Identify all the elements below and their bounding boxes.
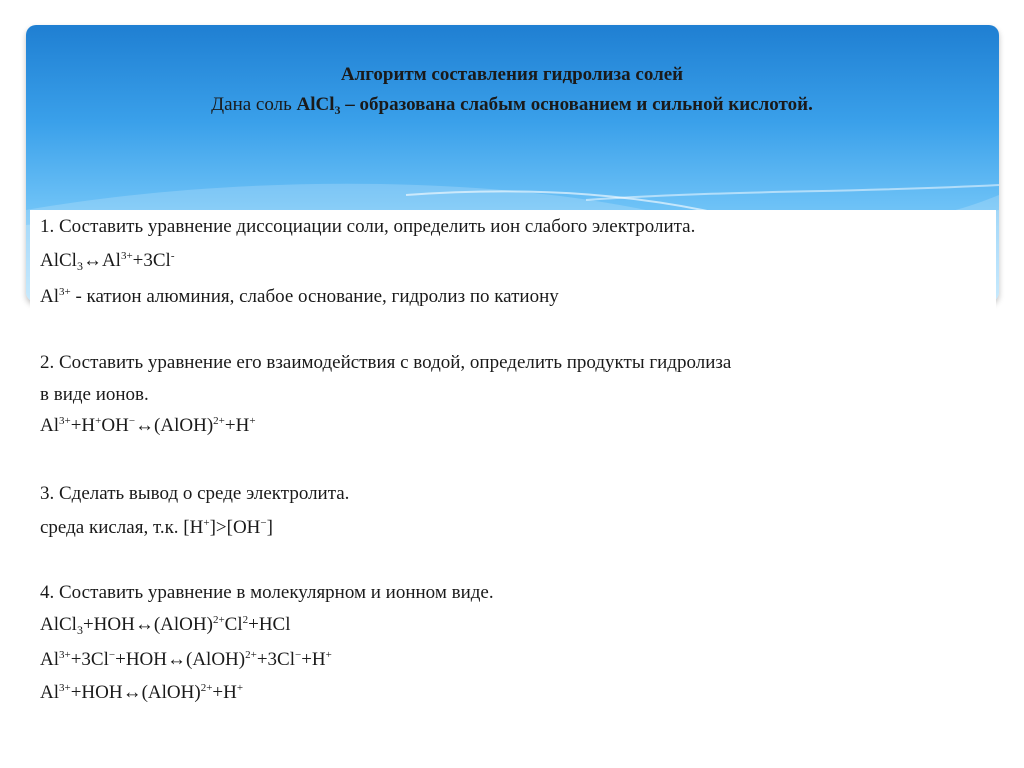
- step2-equation: $Al^{3+}+H^+OH^-\leftrightarrow(AlOH)^{2+}+H^+$: [40, 415, 256, 436]
- step3-text: 3. Сделать вывод о среде электролита.: [40, 483, 350, 504]
- step2-text-1: 2. Составить уравнение его взаимодействия с водой, определить продукты гидролиза: [40, 352, 732, 373]
- step4-text: 4. Составить уравнение в молекулярном и ионном виде.: [40, 582, 494, 603]
- step1-text: 1. Составить уравнение диссоциации соли, определить ион слабого электролита.: [40, 216, 696, 237]
- slide-title: Алгоритм составления гидролиза солей: [340, 64, 684, 85]
- step4-full-ionic-equation: $Al^{3+}+3Cl^-+HOH\leftrightarrow(AlOH)^{2+}+3Cl^-+H^+$: [40, 649, 332, 670]
- step1-equation: $AlCl_3\leftrightarrow Al^{3+}+3Cl^-$: [40, 250, 175, 273]
- step3-conclusion: среда кислая, т.к. [H+]>[OH−]: [40, 517, 273, 538]
- step2-text-2: в виде ионов.: [40, 384, 149, 405]
- step1-note: $Al^{3+}$ - катион алюминия, слабое основание, гидролиз по катиону: [40, 286, 559, 307]
- step4-molecular-equation: $AlCl_3+HOH\leftrightarrow(AlOH)^{2+}Cl^2+HCl$: [40, 614, 291, 637]
- step4-short-ionic-equation: $Al^{3+}+HOH\leftrightarrow(AlOH)^{2+}+H^+$: [40, 682, 244, 703]
- slide-subtitle: Дана соль AlCl$_3$ – образована слабым основанием и сильной кислотой.: [211, 94, 813, 117]
